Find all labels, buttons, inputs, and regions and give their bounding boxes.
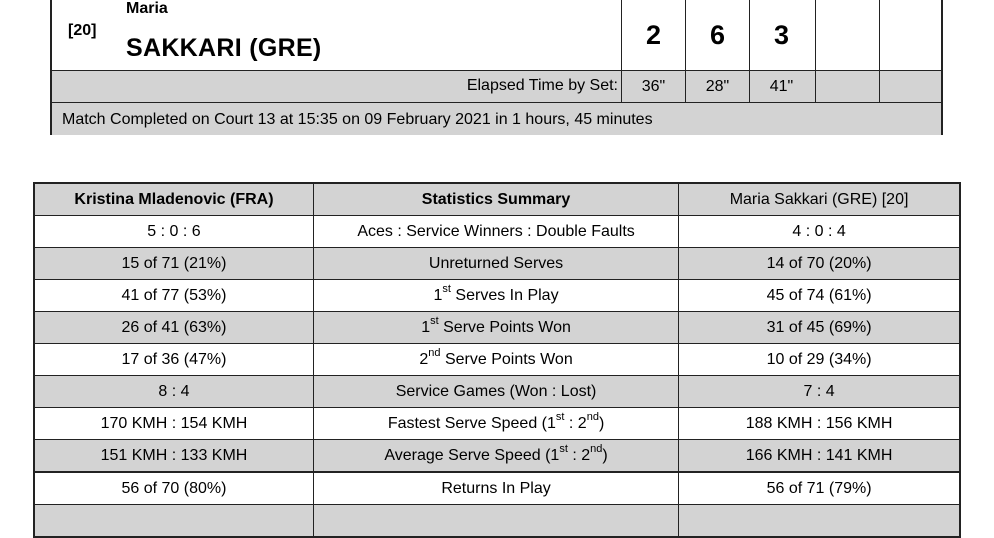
stat-left-value: 26 of 41 (63%) xyxy=(34,312,313,344)
set-time-5 xyxy=(879,71,943,102)
set-time-1: 36" xyxy=(621,71,685,102)
stat-left-value xyxy=(34,505,313,538)
table-row xyxy=(34,472,960,505)
stat-label: 1st Serve Points Won xyxy=(313,312,678,344)
stat-label: 1st Serves In Play xyxy=(313,280,678,312)
set-score-4 xyxy=(815,0,879,70)
stat-left-value: 41 of 77 (53%) xyxy=(34,280,313,312)
stat-label: Average Serve Speed (1st : 2nd) xyxy=(313,440,678,473)
stat-right-value: 56 of 71 (79%) xyxy=(679,472,960,505)
stat-label xyxy=(313,505,678,538)
stat-right-value: 7 : 4 xyxy=(679,376,960,408)
stat-label: Aces : Service Winners : Double Faults xyxy=(313,216,678,248)
player-row xyxy=(52,0,941,70)
stat-left-value: 56 of 70 (80%) xyxy=(34,472,313,505)
stat-label: Unreturned Serves xyxy=(313,248,678,280)
header-right-player: Maria Sakkari (GRE) [20] xyxy=(679,183,960,216)
player-last-name: SAKKARI (GRE) xyxy=(126,34,322,62)
table-row xyxy=(34,312,960,344)
set-score-5 xyxy=(879,0,943,70)
player-first-name: Maria xyxy=(126,0,168,17)
header-left-player: Kristina Mladenovic (FRA) xyxy=(34,183,313,216)
stat-label: Fastest Serve Speed (1st : 2nd) xyxy=(313,408,678,440)
stat-left-value: 15 of 71 (21%) xyxy=(34,248,313,280)
table-row xyxy=(34,440,960,473)
elapsed-label: Elapsed Time by Set: xyxy=(466,77,618,94)
stat-right-value: 188 KMH : 156 KMH xyxy=(679,408,960,440)
score-box xyxy=(50,0,943,135)
stat-label: 2nd Serve Points Won xyxy=(313,344,678,376)
stat-label: Returns In Play xyxy=(313,472,678,505)
set-score-2: 6 xyxy=(685,0,749,70)
stat-right-value xyxy=(679,505,960,538)
elapsed-row xyxy=(52,70,941,102)
table-row xyxy=(34,376,960,408)
table-row xyxy=(34,216,960,248)
stat-left-value: 151 KMH : 133 KMH xyxy=(34,440,313,473)
set-time-2: 28" xyxy=(685,71,749,102)
set-score-3: 3 xyxy=(749,0,813,70)
set-time-4 xyxy=(815,71,879,102)
table-header-row xyxy=(34,183,960,216)
player-seed: [20] xyxy=(68,22,97,39)
table-row xyxy=(34,344,960,376)
table-row xyxy=(34,408,960,440)
stat-label: Service Games (Won : Lost) xyxy=(313,376,678,408)
stat-right-value: 166 KMH : 141 KMH xyxy=(679,440,960,473)
table-row xyxy=(34,280,960,312)
table-row xyxy=(34,248,960,280)
stat-left-value: 170 KMH : 154 KMH xyxy=(34,408,313,440)
match-completed-text: Match Completed on Court 13 at 15:35 on 09 February 2021 in 1 hours, 45 minutes xyxy=(52,102,941,135)
stat-right-value: 14 of 70 (20%) xyxy=(679,248,960,280)
stat-left-value: 8 : 4 xyxy=(34,376,313,408)
stat-left-value: 5 : 0 : 6 xyxy=(34,216,313,248)
set-time-3: 41" xyxy=(749,71,813,102)
stat-right-value: 45 of 74 (61%) xyxy=(679,280,960,312)
stat-right-value: 31 of 45 (69%) xyxy=(679,312,960,344)
table-row xyxy=(34,505,960,538)
set-score-1: 2 xyxy=(621,0,685,70)
stat-left-value: 17 of 36 (47%) xyxy=(34,344,313,376)
statistics-table xyxy=(33,182,961,538)
header-statistics-summary: Statistics Summary xyxy=(313,183,678,216)
stat-right-value: 10 of 29 (34%) xyxy=(679,344,960,376)
stat-right-value: 4 : 0 : 4 xyxy=(679,216,960,248)
